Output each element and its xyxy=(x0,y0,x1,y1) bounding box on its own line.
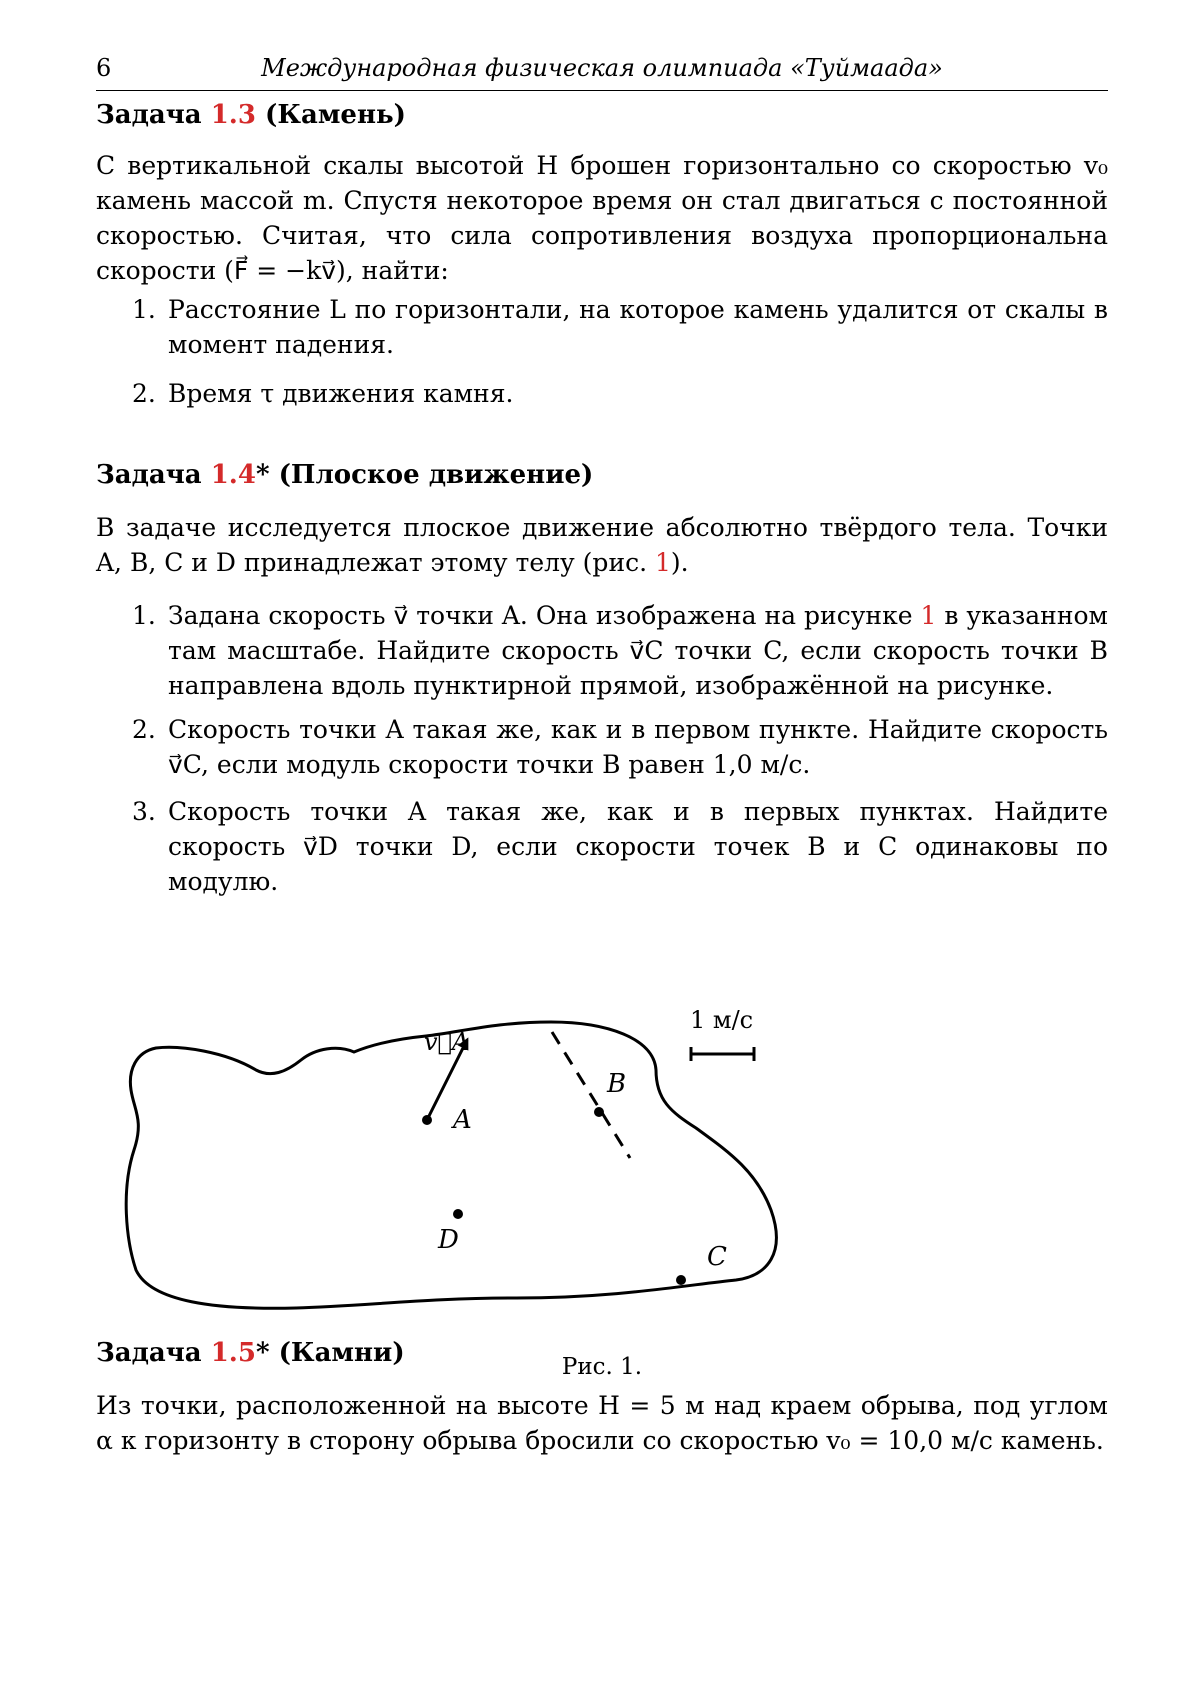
figure-caption: Рис. 1. xyxy=(561,1354,643,1380)
item-text: Расстояние L по горизонтали, на которое камень удалится от скалы в момент падения. xyxy=(168,295,1108,359)
star-mark: * xyxy=(255,460,270,490)
label-c: C xyxy=(707,1242,727,1272)
item-number: 3. xyxy=(132,797,156,826)
figure-reference-link[interactable]: 1 xyxy=(655,548,671,577)
problem-number-link[interactable]: 1.4 xyxy=(210,460,256,490)
problem-1-3-item-1 xyxy=(132,292,1108,362)
point-c xyxy=(676,1275,686,1285)
problem-1-4-title xyxy=(96,460,593,490)
intro-text: В задаче исследуется плоское движение абсолютно твёрдого тела. Точки A, B, C и D принадлежат этому телу (рис. xyxy=(96,513,1108,577)
page-number: 6 xyxy=(96,54,112,82)
problem-label: Задача xyxy=(96,460,202,490)
rigid-body-figure xyxy=(96,960,1108,1340)
running-header xyxy=(96,54,1108,91)
label-d: D xyxy=(438,1225,459,1255)
scale-label: 1 м/с xyxy=(690,1006,754,1034)
problem-1-4-item-3 xyxy=(132,794,1108,899)
problem-name: (Плоское движение) xyxy=(278,460,594,490)
problem-1-3-title xyxy=(96,100,406,130)
label-a: A xyxy=(453,1105,472,1135)
item-text-part: в указанном там масштабе. Найдите скорость v⃗C точки C, если скорость точки B направлена вдоль пунктирной прямой, изображённой на рисунке. xyxy=(168,601,1109,700)
problem-1-5-text: Из точки, расположенной на высоте H = 5 м над краем обрыва, под углом α к горизонту в сторону обрыва бросили со скоростью v₀ = 10,0 м/с камень. xyxy=(96,1391,1108,1455)
item-text-part: Задана скорость v⃗ точки A. Она изображена на рисунке xyxy=(168,601,921,630)
problem-label: Задача xyxy=(96,100,202,130)
velocity-label: v⃗A xyxy=(424,1028,470,1056)
problem-number-link[interactable]: 1.3 xyxy=(210,100,256,130)
header-title: Международная физическая олимпиада «Туймаада» xyxy=(261,54,943,82)
label-b: B xyxy=(607,1069,627,1099)
intro-text-end: ). xyxy=(670,548,689,577)
problem-name: (Камни) xyxy=(278,1338,405,1368)
problem-1-3-text: С вертикальной скалы высотой H брошен горизонтально со скоростью v₀ камень массой m. Спустя некоторое время он стал двигаться с постоянной скоростью. Считая, что сила сопротивления воздуха пропорциональна скорости (F⃗ = −kv⃗), найти: xyxy=(96,151,1108,285)
problem-1-4-item-2 xyxy=(132,712,1108,782)
problem-name: (Камень) xyxy=(265,100,406,130)
item-number: 2. xyxy=(132,379,156,408)
point-a xyxy=(422,1115,432,1125)
problem-1-4-item-1 xyxy=(132,598,1108,703)
item-number: 1. xyxy=(132,601,156,630)
problem-1-4-text xyxy=(96,510,1108,580)
item-text xyxy=(168,598,1108,703)
item-text: Скорость точки A такая же, как и в первом пункте. Найдите скорость v⃗C, если модуль скорости точки B равен 1,0 м/с. xyxy=(168,715,1108,779)
item-text: Время τ движения камня. xyxy=(168,379,514,408)
item-number: 1. xyxy=(132,295,156,324)
problem-1-5-title xyxy=(96,1338,405,1368)
star-mark: * xyxy=(255,1338,270,1368)
point-d xyxy=(453,1209,463,1219)
body-outline xyxy=(226,960,366,993)
body-contour xyxy=(126,1022,776,1308)
problem-label: Задача xyxy=(96,1338,202,1368)
figure-reference-link[interactable]: 1 xyxy=(920,601,937,630)
item-text: Скорость точки A такая же, как и в первых пунктах. Найдите скорость v⃗D точки D, если скорости точек B и C одинаковы по модулю. xyxy=(168,797,1108,896)
problem-number-link[interactable]: 1.5 xyxy=(210,1338,256,1368)
problem-1-3-item-2 xyxy=(132,376,1108,411)
item-number: 2. xyxy=(132,715,156,744)
point-b xyxy=(594,1107,604,1117)
